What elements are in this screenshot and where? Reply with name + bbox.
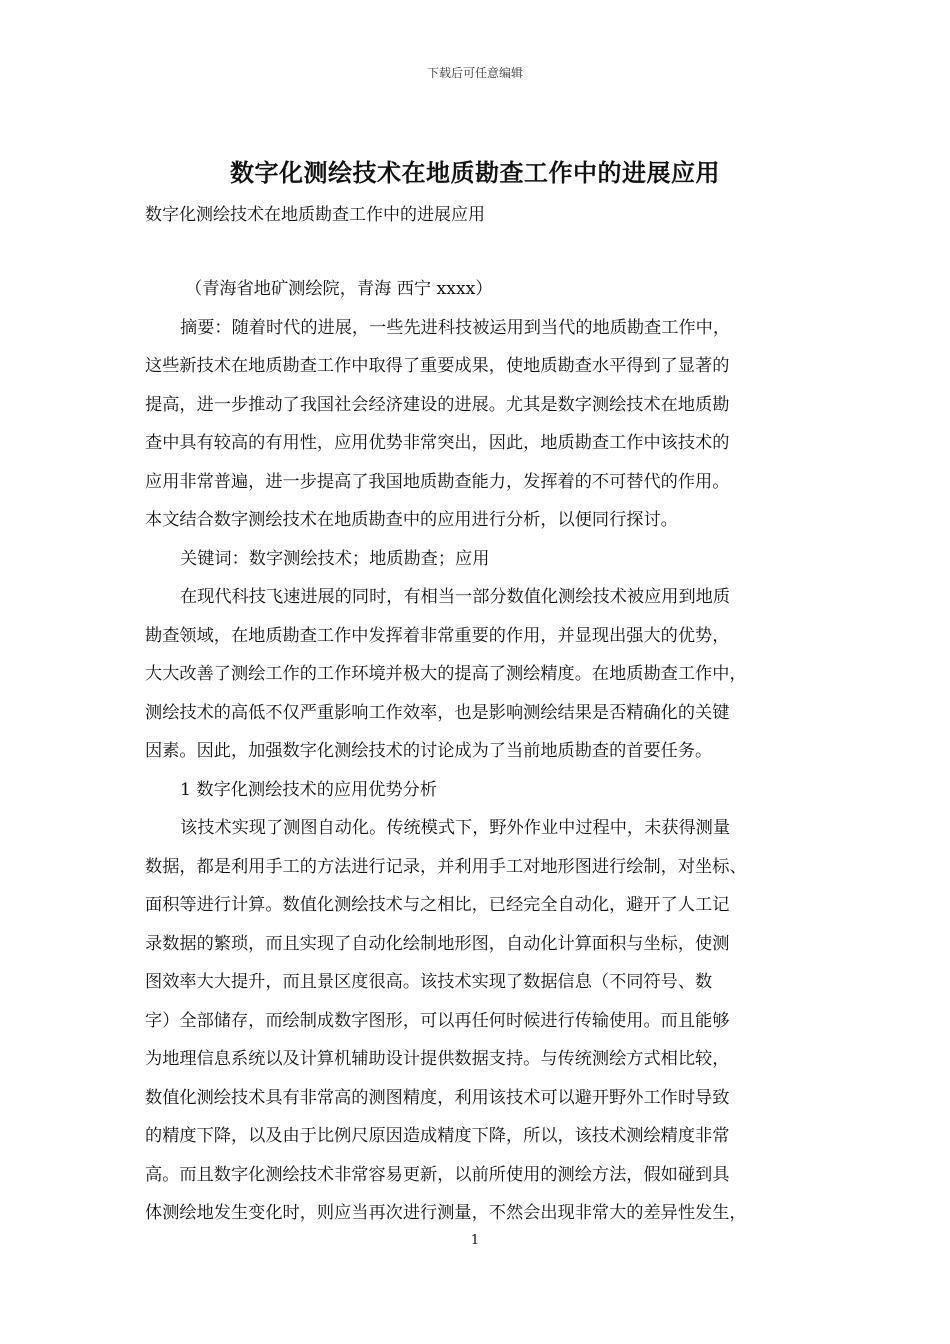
intro-line: 测绘技术的高低不仅严重影响工作效率，也是影响测绘结果是否精确化的关键	[145, 702, 730, 723]
abstract-line: 提高，进一步推动了我国社会经济建设的进展。尤其是数字测绘技术在地质勘	[145, 394, 730, 415]
document-body	[145, 270, 825, 1233]
keywords: 关键词：数字测绘技术；地质勘查；应用	[180, 548, 490, 569]
abstract-line: 本文结合数字测绘技术在地质勘查中的应用进行分析，以便同行探讨。	[145, 510, 678, 530]
section-line: 高。而且数字化测绘技术非常容易更新，以前所使用的测绘方法，假如碰到具	[145, 1164, 730, 1185]
section-line: 字）全部储存，而绘制成数字图形，可以再任何时候进行传输使用。而且能够	[145, 1010, 730, 1031]
abstract-line: 这些新技术在地质勘查工作中取得了重要成果，使地质勘查水平得到了显著的	[145, 356, 730, 376]
section-line: 面积等进行计算。数值化测绘技术与之相比，已经完全自动化，避开了人工记	[145, 895, 730, 915]
section-line: 的精度下降，以及由于比例尺原因造成精度下降，所以，该技术测绘精度非常	[145, 1126, 730, 1146]
abstract-line: 应用非常普遍，进一步提高了我国地质勘查能力，发挥着的不可替代的作用。	[145, 471, 730, 492]
intro-line: 因素。因此，加强数字化测绘技术的讨论成为了当前地质勘查的首要任务。	[145, 741, 713, 761]
section-line: 图效率大大提升，而且景区度很高。该技术实现了数据信息（不同符号、数	[145, 972, 713, 992]
intro-line: 在现代科技飞速进展的同时，有相当一部分数值化测绘技术被应用到地质	[180, 587, 731, 607]
section-line: 为地理信息系统以及计算机辅助设计提供数据支持。与传统测绘方式相比较，	[145, 1049, 730, 1069]
intro-line: 勘查领域，在地质勘查工作中发挥着非常重要的作用，并显现出强大的优势，	[145, 625, 730, 646]
section-line: 数据，都是利用手工的方法进行记录，并利用手工对地形图进行绘制，对坐标、	[145, 856, 747, 877]
section-line: 该技术实现了测图自动化。传统模式下，野外作业中过程中，未获得测量	[180, 818, 731, 838]
section-line: 体测绘地发生变化时，则应当再次进行测量，不然会出现非常大的差异性发生，	[145, 1203, 747, 1223]
document-subtitle: 数字化测绘技术在地质勘查工作中的进展应用	[145, 205, 485, 225]
author-affiliation: （青海省地矿测绘院，青海 西宁 xxxx）	[185, 279, 493, 299]
abstract-line: 查中具有较高的有用性，应用优势非常突出，因此，地质勘查工作中该技术的	[145, 433, 730, 453]
document-title: 数字化测绘技术在地质勘查工作中的进展应用	[230, 158, 720, 187]
intro-line: 大大改善了测绘工作的工作环境并极大的提高了测绘精度。在地质勘查工作中，	[145, 664, 747, 684]
section-heading: 1 数字化测绘技术的应用优势分析	[180, 779, 438, 800]
page-number: 1	[470, 1233, 480, 1248]
section-line: 数值化测绘技术具有非常高的测图精度，利用该技术可以避开野外工作时导致	[145, 1087, 730, 1108]
header-note: 下载后可任意编辑	[426, 66, 523, 80]
abstract-line: 摘要：随着时代的进展，一些先进科技被运用到当代的地质勘查工作中，	[180, 317, 731, 338]
section-line: 录数据的繁琐，而且实现了自动化绘制地形图，自动化计算面积与坐标，使测	[145, 933, 730, 954]
